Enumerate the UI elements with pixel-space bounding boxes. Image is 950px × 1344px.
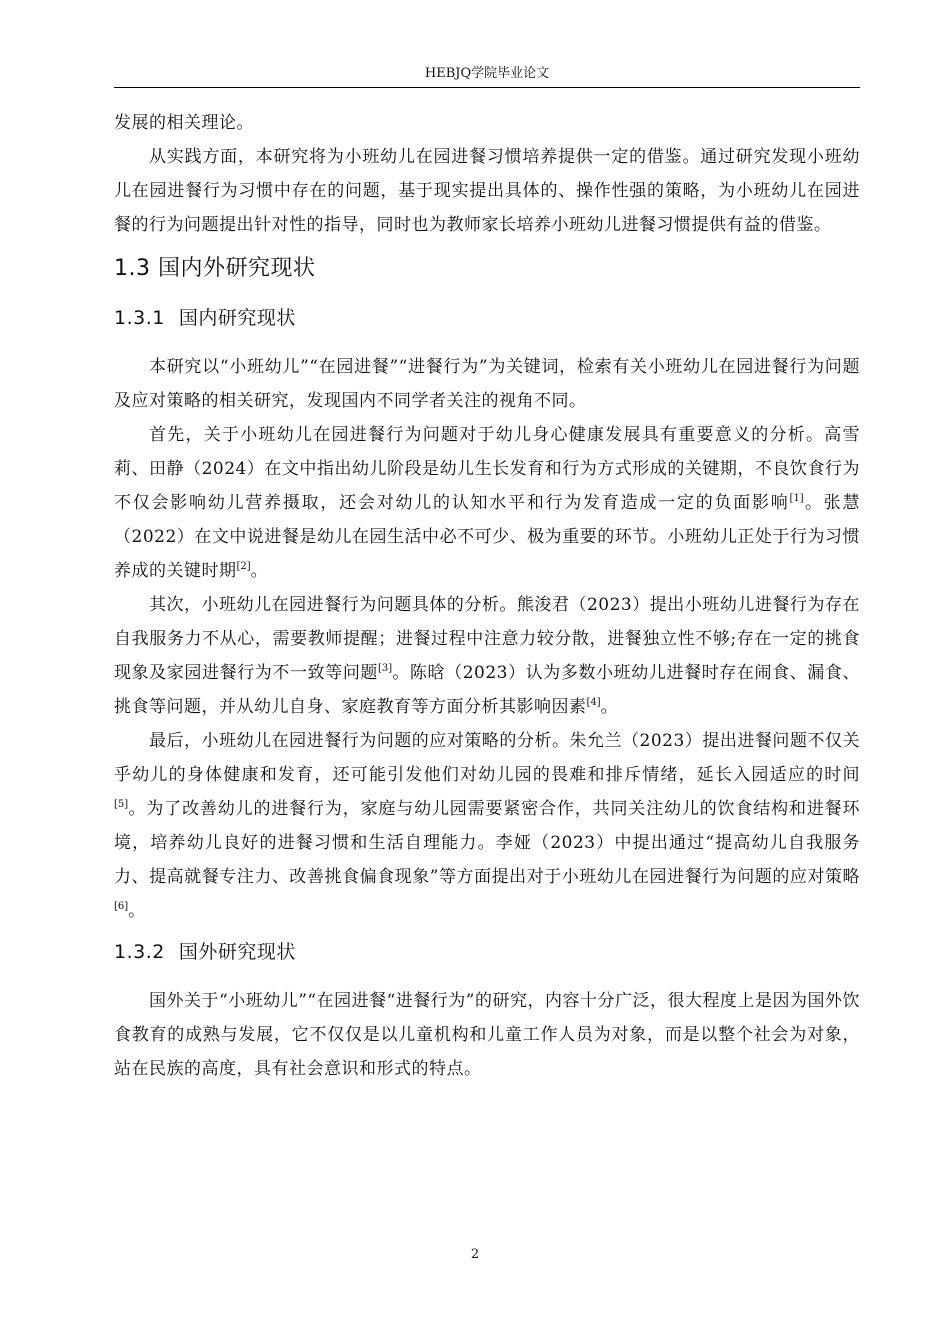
citation-ref: [4] [586,697,601,708]
continuation-paragraph: 发展的相关理论。 [114,113,254,133]
foreign-paragraph-1: 国外关于“小班幼儿”“在园进餐“进餐行为”的研究，内容十分广泛，很大程度上是因为国外饮食教育的成熟与发展，它不仅仅是以儿童机构和儿童工作人员为对象，而是以整个社会为对象，站在民族的高度，具有社会意识和形式的特点。 [114,991,860,1079]
header-divider [114,87,860,88]
paragraph-text: 其次，小班幼儿在园进餐行为问题具体的分析。熊浚君（2023）提出小班幼儿进餐行为存在自我服务力不从心，需要教师提醒；进餐过程中注意力较分散，进餐独立性不够;存在一定的挑食现象及家园进餐行为不一致等问题 [114,595,860,683]
section-number: 1.3.1 [114,307,165,329]
paragraph-text: 。陈晗（2023）认为多数小班幼儿进餐时存在闹食、漏食、挑食等问题，并从幼儿自身、家庭教育等方面分析其影响因素 [114,663,861,717]
section-heading-1-3-1 [114,304,860,332]
citation-ref: [2] [236,561,251,572]
section-heading-1-3-2 [114,938,860,966]
section-title: 国外研究现状 [178,941,296,963]
domestic-paragraph-3 [114,588,860,724]
section-number: 1.3.2 [114,941,165,963]
domestic-paragraph-1: 本研究以“小班幼儿”“在园进餐”“进餐行为”为关键词，检索有关小班幼儿在园进餐行为问题及应对策略的相关研究，发现国内不同学者关注的视角不同。 [114,357,860,411]
citation-ref: [3] [378,663,393,674]
section-heading-1-3: 1.3 国内外研究现状 [114,256,316,281]
citation-ref: [1] [789,493,804,504]
practice-paragraph: 从实践方面，本研究将为小班幼儿在园进餐习惯培养提供一定的借鉴。通过研究发现小班幼儿在园进餐行为习惯中存在的问题，基于现实提出具体的、操作性强的策略，为小班幼儿在园进餐的行为问题提出针对性的指导，同时也为教师家长培养小班幼儿进餐习惯提供有益的借鉴。 [114,147,860,235]
page-body [114,106,860,1086]
paragraph-text: 首先，关于小班幼儿在园进餐行为问题对于幼儿身心健康发展具有重要意义的分析。高雪莉、田静（2024）在文中指出幼儿阶段是幼儿生长发育和行为方式形成的关键期，不良饮食行为不仅会影响幼儿营养摄取，还会对幼儿的认知水平和行为发育造成一定的负面影响 [114,425,860,513]
paragraph-text: 。为了改善幼儿的进餐行为，家庭与幼儿园需要紧密合作，共同关注幼儿的饮食结构和进餐环境，培养幼儿良好的进餐习惯和生活自理能力。李娅（2023）中提出通过“提高幼儿自我服务力、提高就餐专注力、改善挑食偏食现象”等方面提出对于小班幼儿在园进餐行为问题的应对策略 [114,799,860,887]
domestic-paragraph-2 [114,418,860,588]
paragraph-text: 。 [128,901,146,921]
citation-ref: [5] [114,799,129,810]
citation-ref: [6] [114,901,129,912]
section-title: 国内研究现状 [178,307,296,329]
paragraph-text: 。 [250,561,269,581]
domestic-paragraph-4 [114,724,860,928]
paragraph-text: 。 [600,697,619,717]
paragraph-text: 最后，小班幼儿在园进餐行为问题的应对策略的分析。朱允兰（2023）提出进餐问题不仅关乎幼儿的身体健康和发育，还可能引发他们对幼儿园的畏难和排斥情绪，延长入园适应的时间 [114,731,860,785]
running-header: HEBJQ学院毕业论文 [424,66,550,81]
paragraph-text: 。张慧（2022）在文中说进餐是幼儿在园生活中必不可少、极为重要的环节。小班幼儿正处于行为习惯养成的关键时期 [114,493,861,581]
page-number: 2 [470,1247,480,1262]
